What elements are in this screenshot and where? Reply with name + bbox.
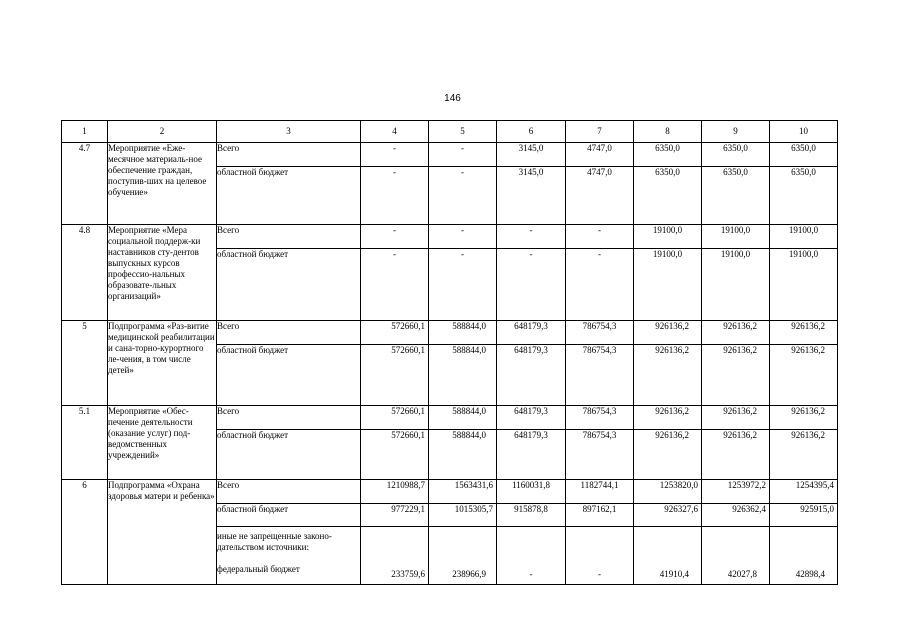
value-cell: 4747,0 (566, 167, 634, 225)
value-cell: 3145,0 (497, 143, 566, 167)
value-cell: 588844,0 (429, 430, 497, 480)
federal-budget-label: федеральный бюджет (217, 564, 300, 574)
value-cell: 1254395,4 (770, 480, 838, 504)
value-cell: 572660,1 (361, 406, 429, 430)
header-cell: 2 (108, 121, 217, 143)
value-cell: - (497, 249, 566, 321)
value-cell: 1253972,2 (702, 480, 770, 504)
funding-source: Всего (217, 406, 361, 430)
value-cell: 588844,0 (429, 345, 497, 406)
header-cell: 10 (770, 121, 838, 143)
value-cell: - (361, 143, 429, 167)
value-cell: 648179,3 (497, 430, 566, 480)
value-cell: 1182744,1 (566, 480, 634, 504)
value-cell: 4747,0 (566, 143, 634, 167)
value-cell: 6350,0 (770, 143, 838, 167)
value-cell: 926136,2 (702, 430, 770, 480)
value-cell: 926136,2 (770, 321, 838, 345)
header-cell: 3 (217, 121, 361, 143)
funding-source: областной бюджет (217, 430, 361, 480)
value-cell: 926327,6 (634, 504, 702, 527)
value-cell: 1015305,7 (429, 504, 497, 527)
value-cell: 926136,2 (702, 406, 770, 430)
funding-source: Всего (217, 143, 361, 167)
value-cell: 233759,6 (361, 527, 429, 585)
funding-source: областной бюджет (217, 345, 361, 406)
row-number: 4.8 (62, 225, 108, 321)
row-number: 5 (62, 321, 108, 406)
header-cell: 7 (566, 121, 634, 143)
value-cell: 926136,2 (702, 345, 770, 406)
value-cell: 572660,1 (361, 345, 429, 406)
table-row (62, 225, 838, 249)
measure-name: Мероприятие «Обес-печение деятельности (оказание услуг) под-ведомственных учреждений» (108, 406, 217, 480)
value-cell: - (566, 225, 634, 249)
value-cell: 786754,3 (566, 406, 634, 430)
value-cell: 926136,2 (770, 345, 838, 406)
value-cell: 786754,3 (566, 430, 634, 480)
value-cell: - (429, 143, 497, 167)
value-cell: 1210988,7 (361, 480, 429, 504)
value-cell: 238966,9 (429, 527, 497, 585)
value-cell: 648179,3 (497, 345, 566, 406)
value-cell: - (566, 249, 634, 321)
table-row (62, 480, 838, 504)
value-cell: 648179,3 (497, 321, 566, 345)
value-cell: 915878,8 (497, 504, 566, 527)
value-cell: 1160031,8 (497, 480, 566, 504)
value-cell: 786754,3 (566, 345, 634, 406)
value-cell: 897162,1 (566, 504, 634, 527)
value-cell: - (429, 225, 497, 249)
page-number: 146 (444, 93, 461, 104)
table-row (62, 143, 838, 167)
row-number: 4.7 (62, 143, 108, 225)
value-cell: 19100,0 (634, 225, 702, 249)
value-cell: 926136,2 (770, 430, 838, 480)
value-cell: 926136,2 (634, 321, 702, 345)
header-cell: 5 (429, 121, 497, 143)
value-cell: - (497, 527, 566, 585)
value-cell: 926136,2 (634, 406, 702, 430)
header-cell: 6 (497, 121, 566, 143)
value-cell: 926136,2 (634, 430, 702, 480)
measure-name: Мероприятие «Еже-месячное материаль-ное обеспечение граждан, поступив-ших на целевое обучение» (108, 143, 217, 225)
value-cell: 6350,0 (702, 143, 770, 167)
value-cell: 572660,1 (361, 321, 429, 345)
value-cell: - (429, 167, 497, 225)
value-cell: 42027,8 (702, 527, 770, 585)
value-cell: 6350,0 (770, 167, 838, 225)
value-cell: 19100,0 (702, 249, 770, 321)
value-cell: 572660,1 (361, 430, 429, 480)
value-cell: 19100,0 (702, 225, 770, 249)
measure-name: Подпрограмма «Раз-витие медицинской реабилитации и сана-торно-курортного ле-чения, в том числе детей» (108, 321, 217, 406)
value-cell: - (361, 249, 429, 321)
value-cell: 1563431,6 (429, 480, 497, 504)
value-cell: 926362,4 (702, 504, 770, 527)
funding-source: областной бюджет (217, 167, 361, 225)
value-cell: - (361, 167, 429, 225)
row-number: 5.1 (62, 406, 108, 480)
value-cell: 6350,0 (634, 167, 702, 225)
value-cell: 1253820,0 (634, 480, 702, 504)
value-cell: 648179,3 (497, 406, 566, 430)
budget-table (61, 120, 838, 585)
value-cell: 588844,0 (429, 321, 497, 345)
header-cell: 8 (634, 121, 702, 143)
value-cell: 977229,1 (361, 504, 429, 527)
header-cell: 4 (361, 121, 429, 143)
funding-source: областной бюджет (217, 504, 361, 527)
header-cell: 1 (62, 121, 108, 143)
value-cell: - (361, 225, 429, 249)
value-cell: 42898,4 (770, 527, 838, 585)
measure-name: Подпрограмма «Охрана здоровья матери и ребенка» (108, 480, 217, 585)
row-number: 6 (62, 480, 108, 585)
value-cell: 786754,3 (566, 321, 634, 345)
value-cell: 6350,0 (702, 167, 770, 225)
value-cell: 926136,2 (634, 345, 702, 406)
header-cell: 9 (702, 121, 770, 143)
funding-source (217, 527, 361, 585)
value-cell: 925915,0 (770, 504, 838, 527)
value-cell: 19100,0 (770, 249, 838, 321)
value-cell: - (497, 225, 566, 249)
value-cell: 3145,0 (497, 167, 566, 225)
other-sources-label: иные не запрещенные законо-дательством источники: (217, 531, 332, 552)
value-cell: 19100,0 (770, 225, 838, 249)
header-row (62, 121, 838, 143)
table-row (62, 406, 838, 430)
funding-source: Всего (217, 225, 361, 249)
table-row (62, 321, 838, 345)
funding-source: областной бюджет (217, 249, 361, 321)
value-cell: 588844,0 (429, 406, 497, 430)
value-cell: 6350,0 (634, 143, 702, 167)
value-cell: - (429, 249, 497, 321)
value-cell: 19100,0 (634, 249, 702, 321)
value-cell: - (566, 527, 634, 585)
funding-source: Всего (217, 480, 361, 504)
value-cell: 926136,2 (770, 406, 838, 430)
measure-name: Мероприятие «Мера социальной поддерж-ки наставников сту-дентов выпускных курсов профессио-нальных образовате-льных организаций» (108, 225, 217, 321)
funding-source: Всего (217, 321, 361, 345)
value-cell: 926136,2 (702, 321, 770, 345)
value-cell: 41910,4 (634, 527, 702, 585)
